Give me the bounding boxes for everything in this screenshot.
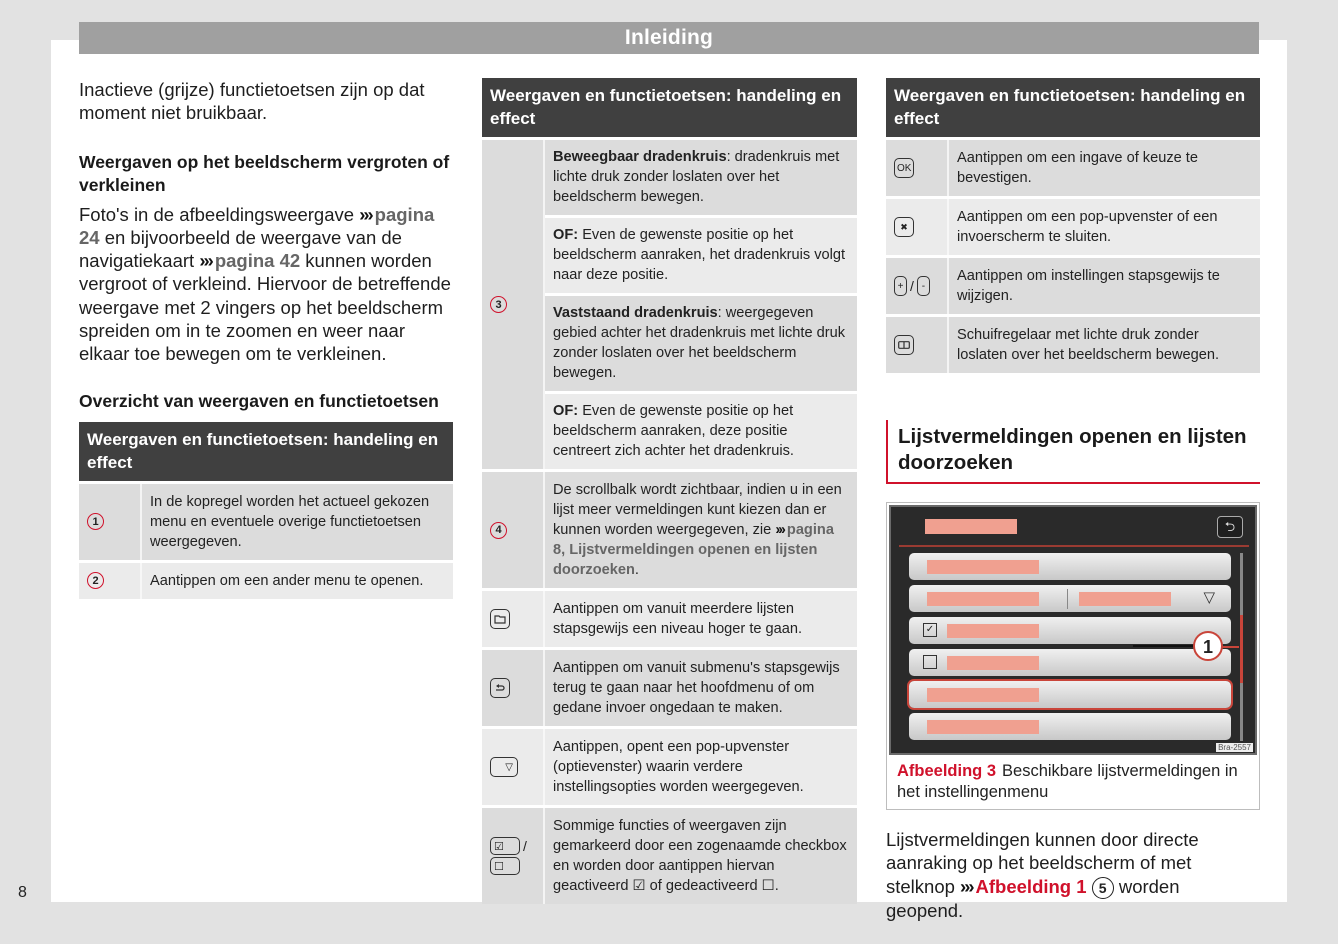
- unchecked-box-icon: ☐: [761, 878, 775, 894]
- list-entry-unchecked: [909, 649, 1231, 676]
- checkbox-unchecked-icon: ☐: [490, 857, 520, 875]
- row-text: Aantippen om instellingen stapsgewijs te wijzigen.: [947, 258, 1260, 314]
- marker-5-icon: 5: [1092, 877, 1114, 899]
- chevron-link-icon: ›››: [775, 522, 784, 538]
- list-entry-checked: [909, 617, 1231, 644]
- table-header: Weergaven en functietoetsen: handeling en effect: [886, 78, 1260, 137]
- table-row-scrollbar: 4 De scrollbalk wordt zichtbaar, indien u in een lijst meer vermeldingen kunt kiezen dan er kunnen worden weergegeven, zie ››› pagina 8, Lijstvermeldingen openen en lijsten doorzoeken.: [482, 472, 857, 588]
- close-icon: ✖: [894, 217, 914, 237]
- list-entry: [909, 713, 1231, 740]
- list-entry-dropdown: [909, 585, 1231, 612]
- figure-caption: Afbeelding 3 Beschikbare lijstvermeldingen in het instellingenmenu: [897, 762, 1238, 801]
- overview-heading: Overzicht van weergaven en functietoetsen: [79, 390, 439, 411]
- sub-row: Vaststaand dradenkruis: weergegeven gebied achter het dradenkruis met lichte druk zonder loslaten over het beeldscherm bewegen.: [545, 293, 857, 391]
- list-paragraph: Lijstvermeldingen kunnen door directe aanraking op het beeldscherm of met stelknop ››› Afbeelding 1 5 worden geopend.: [886, 829, 1199, 922]
- list-entry-selected: [909, 681, 1231, 708]
- table-row: [886, 199, 1260, 255]
- table-row-checkbox: ☑ / ☐ Sommige functies of weergaven zijn gemarkeerd door een zogenaamde checkbox en worden door aantippen hiervan geactiveerd ☑ of gedeactiveerd ☐.: [482, 808, 857, 904]
- row-text: Aantippen om vanuit submenu's stapsgewijs terug te gaan naar het hoofdmenu of om gedane invoer ongedaan te maken.: [543, 650, 857, 726]
- dropdown-icon: ▽: [490, 757, 518, 777]
- screen-title-placeholder: [925, 519, 1017, 534]
- marker-3-icon: 3: [490, 296, 507, 313]
- section-heading: Lijstvermeldingen openen en lijsten doorzoeken: [886, 420, 1260, 484]
- sub-row: OF: Even de gewenste positie op het beeldscherm aanraken, deze positie centreert zich achter het dradenkruis.: [545, 391, 857, 469]
- table-row-crosshair: [482, 140, 857, 469]
- scrollbar-thumb: [1240, 615, 1243, 683]
- checkbox-unchecked-icon: [923, 655, 937, 669]
- zoom-paragraph: Foto's in de afbeeldingsweergave ››› pagina 24 en bijvoorbeeld de weergave van de navigatiekaart ››› pagina 42 kunnen worden vergroot of verkleind. Hiervoor de betreffende weergave met 2 vingers op het beeldscherm spreiden om in te zoomen en weer naar elkaar toe bewegen om te verkleinen.: [79, 203, 451, 365]
- row-text: In de kopregel worden het actueel gekozen menu en eventuele overige functietoetsen weergegeven.: [140, 484, 453, 560]
- table-row: [886, 317, 1260, 373]
- row-text: Aantippen, opent een pop-upvenster (optievenster) waarin verdere instellingsopties worden weergegeven.: [543, 729, 857, 805]
- intro-text: Inactieve (grijze) functietoetsen zijn op dat moment niet bruikbaar.: [79, 79, 425, 124]
- back-icon: [490, 678, 510, 698]
- list-entry: [909, 553, 1231, 580]
- link-pagina-24[interactable]: pagina 24: [79, 203, 435, 248]
- row-text: Schuifregelaar met lichte druk zonder loslaten over het beeldscherm bewegen.: [947, 317, 1260, 373]
- link-afbeelding-1[interactable]: Afbeelding 1: [975, 875, 1087, 897]
- link-pagina-42[interactable]: pagina 42: [214, 250, 301, 272]
- settings-screen-illustration: [889, 505, 1257, 755]
- left-column: [79, 78, 453, 602]
- callout-1: 1: [1193, 631, 1223, 661]
- row-text: Aantippen om een ingave of keuze te bevestigen.: [947, 140, 1260, 196]
- checkbox-checked-icon: ✓: [923, 623, 937, 637]
- sub-row: OF: Even de gewenste positie op het beeldscherm aanraken, het dradenkruis volgt naar deze positie.: [545, 215, 857, 293]
- chevron-link-icon: ›››: [960, 875, 973, 897]
- slider-icon: [894, 335, 914, 355]
- table-row: [482, 591, 857, 647]
- table-header: Weergaven en functietoetsen: handeling en effect: [482, 78, 857, 137]
- row-text: Aantippen om een ander menu te openen.: [140, 563, 453, 599]
- figure-3: [886, 502, 1260, 810]
- checkbox-checked-icon: ☑: [490, 837, 520, 855]
- table-row: [482, 650, 857, 726]
- chevron-link-icon: ›››: [359, 203, 372, 225]
- table-row: [482, 729, 857, 805]
- middle-column: [482, 78, 857, 907]
- zoom-heading: Weergaven op het beeldscherm vergroten of verkleinen: [79, 151, 450, 195]
- page-number: 8: [18, 884, 27, 901]
- table-header: Weergaven en functietoetsen: handeling en effect: [79, 422, 453, 481]
- table-row: [79, 563, 453, 599]
- link-lijstvermeldingen[interactable]: pagina 8, Lijstvermeldingen openen en lijsten doorzoeken: [553, 522, 834, 578]
- sub-row: Beweegbaar dradenkruis: dradenkruis met lichte druk zonder loslaten over het beeldscherm bewegen.: [545, 140, 857, 215]
- chevron-link-icon: ›››: [199, 250, 212, 272]
- row-text: Aantippen om een pop-upvenster of een invoerscherm te sluiten.: [947, 199, 1260, 255]
- checked-box-icon: ☑: [632, 878, 646, 894]
- folder-up-icon: [490, 609, 510, 629]
- function-table-1: [79, 422, 453, 599]
- table-row: [79, 484, 453, 560]
- marker-4-icon: 4: [490, 522, 507, 539]
- row-text: Aantippen om vanuit meerdere lijsten stapsgewijs een niveau hoger te gaan.: [543, 591, 857, 647]
- plus-icon: +: [894, 276, 907, 296]
- chapter-header: Inleiding: [79, 22, 1259, 54]
- dropdown-triangle-icon: ▽: [1203, 589, 1215, 606]
- marker-1-icon: 1: [87, 513, 104, 530]
- marker-2-icon: 2: [87, 572, 104, 589]
- right-column: [886, 78, 1260, 923]
- table-row: + / - Aantippen om instellingen stapsgewijs te wijzigen.: [886, 258, 1260, 314]
- ok-icon: OK: [894, 158, 914, 178]
- screen-back-icon: ⮌: [1217, 516, 1243, 538]
- table-row: [886, 140, 1260, 196]
- figure-id: Bra-2557: [1218, 743, 1251, 752]
- minus-icon: -: [917, 276, 930, 296]
